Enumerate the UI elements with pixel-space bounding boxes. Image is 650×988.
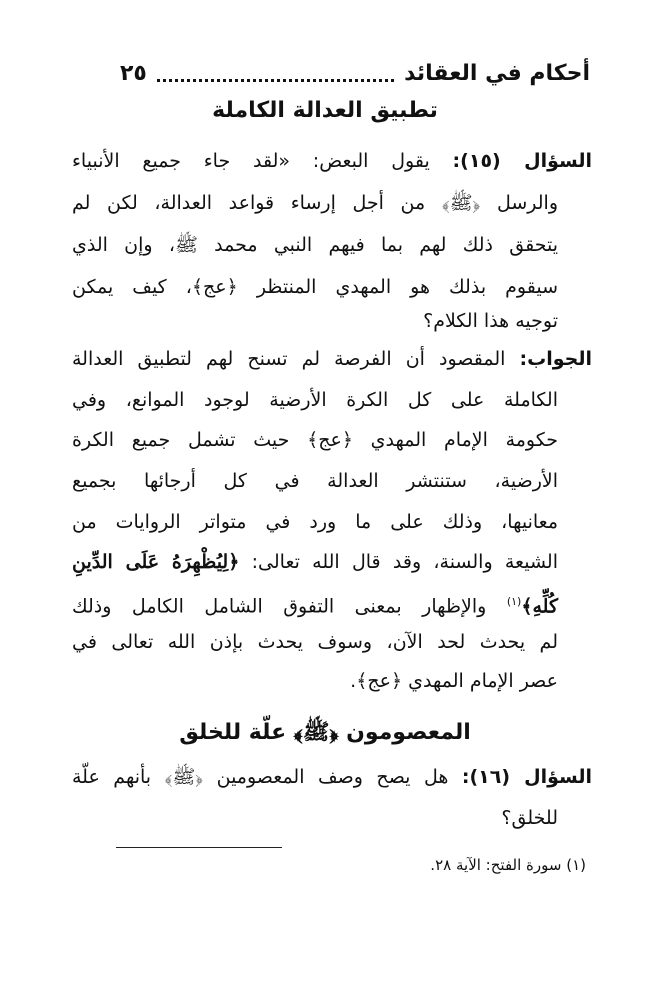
footnote-divider <box>116 847 282 848</box>
question-15-line-2: والرسل ﴿ﷺ﴾ من أجل إرساء قواعد العدالة، لكن لم <box>72 192 558 214</box>
page-number: ٢٥ <box>120 60 147 86</box>
question-text: هل يصح وصف المعصومين ﴿ﷺ﴾ بأنهم علّة <box>72 766 449 788</box>
answer-text: المقصود أن الفرصة لم تسنح لهم لتطبيق العدالة <box>72 348 506 370</box>
question-label: السؤال (١٦): <box>461 766 592 788</box>
answer-line-6 <box>72 542 558 582</box>
footnote-marker: (١) <box>506 595 522 608</box>
answer-line-3: حكومة الإمام المهدي ﴿عج﴾ حيث تشمل جميع الكرة <box>72 429 558 451</box>
answer-line-1 <box>72 339 592 379</box>
question-15-line-3: يتحقق ذلك لهم بما فيهم النبي محمد ﷺ، وإن الذي <box>72 234 558 256</box>
question-15-line-4: سيقوم بذلك هو المهدي المنتظر ﴿عج﴾، كيف يمكن <box>72 276 558 298</box>
question-15-line-1 <box>72 141 592 181</box>
section-title: المعصومون ﴿ﷺ﴾ علّة للخلق <box>179 720 471 745</box>
answer-line-2: الكاملة على كل الكرة الأرضية لوجود الموانع، وفي <box>72 389 558 411</box>
question-15-line-5: توجيه هذا الكلام؟ <box>423 310 558 332</box>
answer-line-7 <box>72 582 558 622</box>
answer-text: والإظهار بمعنى التفوق الشامل الكامل وذلك <box>72 595 487 618</box>
answer-line-4: الأرضية، ستنتشر العدالة في كل أرجائها بجميع <box>72 470 558 492</box>
quran-verse-part-2: كُلِّهِ﴾ <box>521 595 558 618</box>
question-16-line-2: للخلق؟ <box>501 807 558 829</box>
footnote-1: (١) سورة الفتح: الآية ٢٨. <box>430 856 586 874</box>
question-16-line-1 <box>72 757 592 797</box>
section-title: تطبيق العدالة الكاملة <box>212 98 438 123</box>
answer-text: الشيعة والسنة، وقد قال الله تعالى: <box>251 551 558 573</box>
quran-verse-part-1: ﴿لِيُظْهِرَهُ عَلَى الدِّينِ <box>72 551 240 573</box>
answer-line-9: عصر الإمام المهدي ﴿عج﴾. <box>350 670 558 692</box>
question-text: يقول البعض: «لقد جاء جميع الأنبياء <box>72 150 430 172</box>
book-title: أحكام في العقائد <box>404 60 590 86</box>
answer-label: الجواب: <box>519 348 593 370</box>
header-leader-dots <box>157 65 394 82</box>
answer-line-8: لم يحدث لحد الآن، وسوف يحدث بإذن الله تعالى في <box>72 631 558 653</box>
running-header <box>120 55 590 91</box>
question-label: السؤال (١٥): <box>452 150 592 172</box>
answer-line-5: معانيها، وذلك على ما ورد في متواتر الروايات من <box>72 511 558 533</box>
